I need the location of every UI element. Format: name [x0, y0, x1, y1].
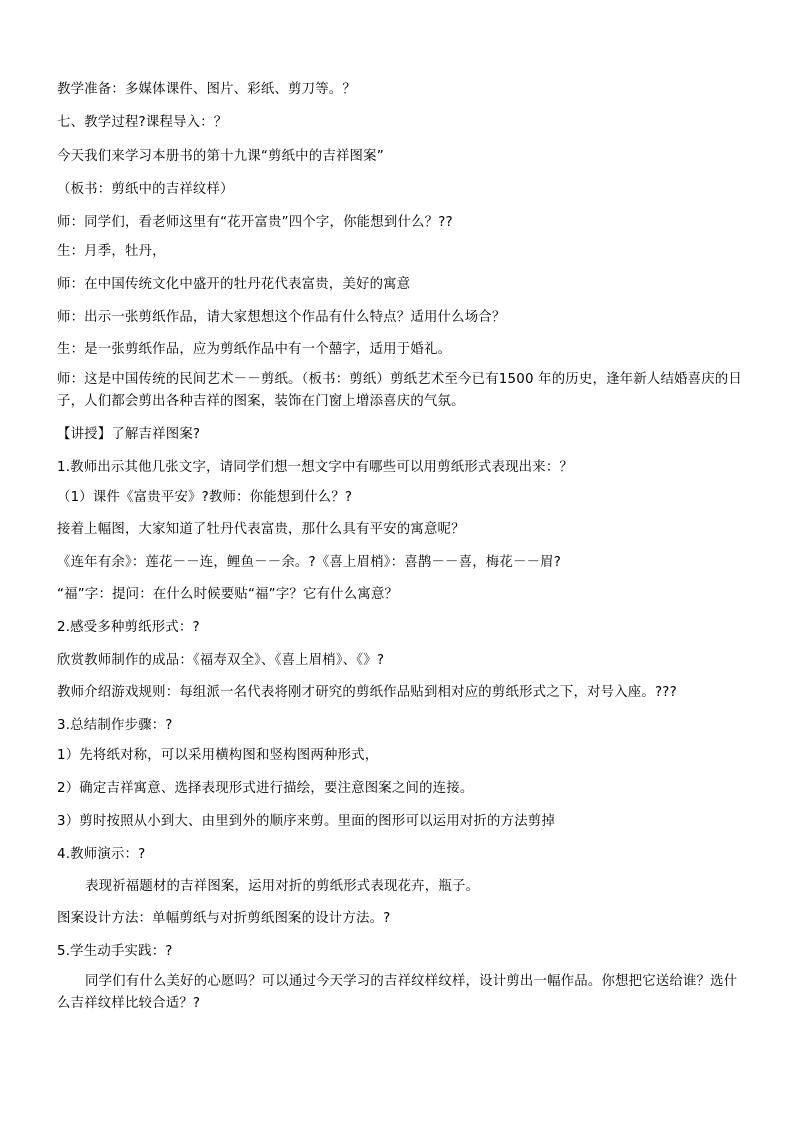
text-line: 5.学生动手实践：?: [57, 944, 173, 959]
text-line: 教学准备：多媒体课件、图片、彩纸、剪刀等。？: [57, 82, 356, 97]
text-paragraph: 师：这是中国传统的民间艺术－－剪纸。（板书：剪纸）剪纸艺术至今已有1500 年的历史，逢年新人结婚喜庆的日子，人们都会剪出各种吉祥的图案，装饰在门窗上增添喜庆的气氛。: [57, 372, 742, 409]
text-line: （1）课件《富贵平安》?教师：你能想到什么？?: [57, 490, 353, 505]
text-line: 《连年有余》：莲花－－连，鲤鱼－－余。?《喜上眉梢》：喜鹊－－喜，梅花－－眉?: [57, 555, 562, 570]
text-line: 1）先将纸对称，可以采用横构图和竖构图两种形式，: [57, 748, 379, 763]
text-line: “福”字：提问：在什么时候要贴“福”字？它有什么寓意？: [57, 587, 399, 602]
text-line: 表现祈福题材的吉祥图案，运用对折的剪纸形式表现花卉，瓶子。: [85, 879, 480, 894]
text-line: 欣赏教师制作的成品：《福寿双全》、《喜上眉梢》、《》?: [57, 653, 385, 668]
text-line: 1.教师出示其他几张文字，请同学们想一想文字中有哪些可以用剪纸形式表现出来：？: [57, 460, 574, 475]
text-line: 2.感受多种剪纸形式：?: [57, 620, 200, 635]
text-line: 2）确定吉祥寓意、选择表现形式进行描绘，要注意图案之间的连接。: [57, 781, 474, 796]
text-line: 教师介绍游戏规则：每组派一名代表将刚才研究的剪纸作品贴到相对应的剪纸形式之下，对号入座。???: [57, 685, 677, 700]
text-line: 七、教学过程?课程导入：？: [57, 115, 228, 130]
text-line: 师：在中国传统文化中盛开的牡丹花代表富贵，美好的寓意: [57, 277, 411, 292]
text-line: 生：是一张剪纸作品，应为剪纸作品中有一个囍字，适用于婚礼。: [57, 342, 452, 357]
text-line: 4.教师演示：?: [57, 847, 146, 862]
text-line: 3.总结制作步骤：?: [57, 718, 173, 733]
text-line: 生：月季，牡丹，: [57, 244, 166, 259]
text-line: 师：出示一张剪纸作品，请大家想想这个作品有什么特点？适用什么场合？: [57, 310, 506, 325]
text-line: 3）剪时按照从小到大、由里到外的顺序来剪。里面的图形可以运用对折的方法剪掉: [57, 814, 555, 829]
text-line: 接着上幅图，大家知道了牡丹代表富贵，那什么具有平安的寓意呢？: [57, 522, 465, 537]
text-line: 师：同学们，看老师这里有“花开富贵”四个字，你能想到什么？??: [57, 215, 453, 230]
text-line: 【讲授】了解吉祥图案?: [57, 427, 201, 442]
text-paragraph: 同学们有什么美好的心愿吗？可以通过今天学习的吉祥纹样纹样，设计剪出一幅作品。你想把它送给谁？选什么吉祥纹样比较合适？?: [57, 974, 738, 1011]
text-line: 今天我们来学习本册书的第十九课“剪纸中的吉祥图案”: [57, 149, 384, 164]
text-line: （板书：剪纸中的吉祥纹样）: [57, 182, 234, 197]
text-line: 图案设计方法：单幅剪纸与对折剪纸图案的设计方法。?: [57, 911, 391, 926]
